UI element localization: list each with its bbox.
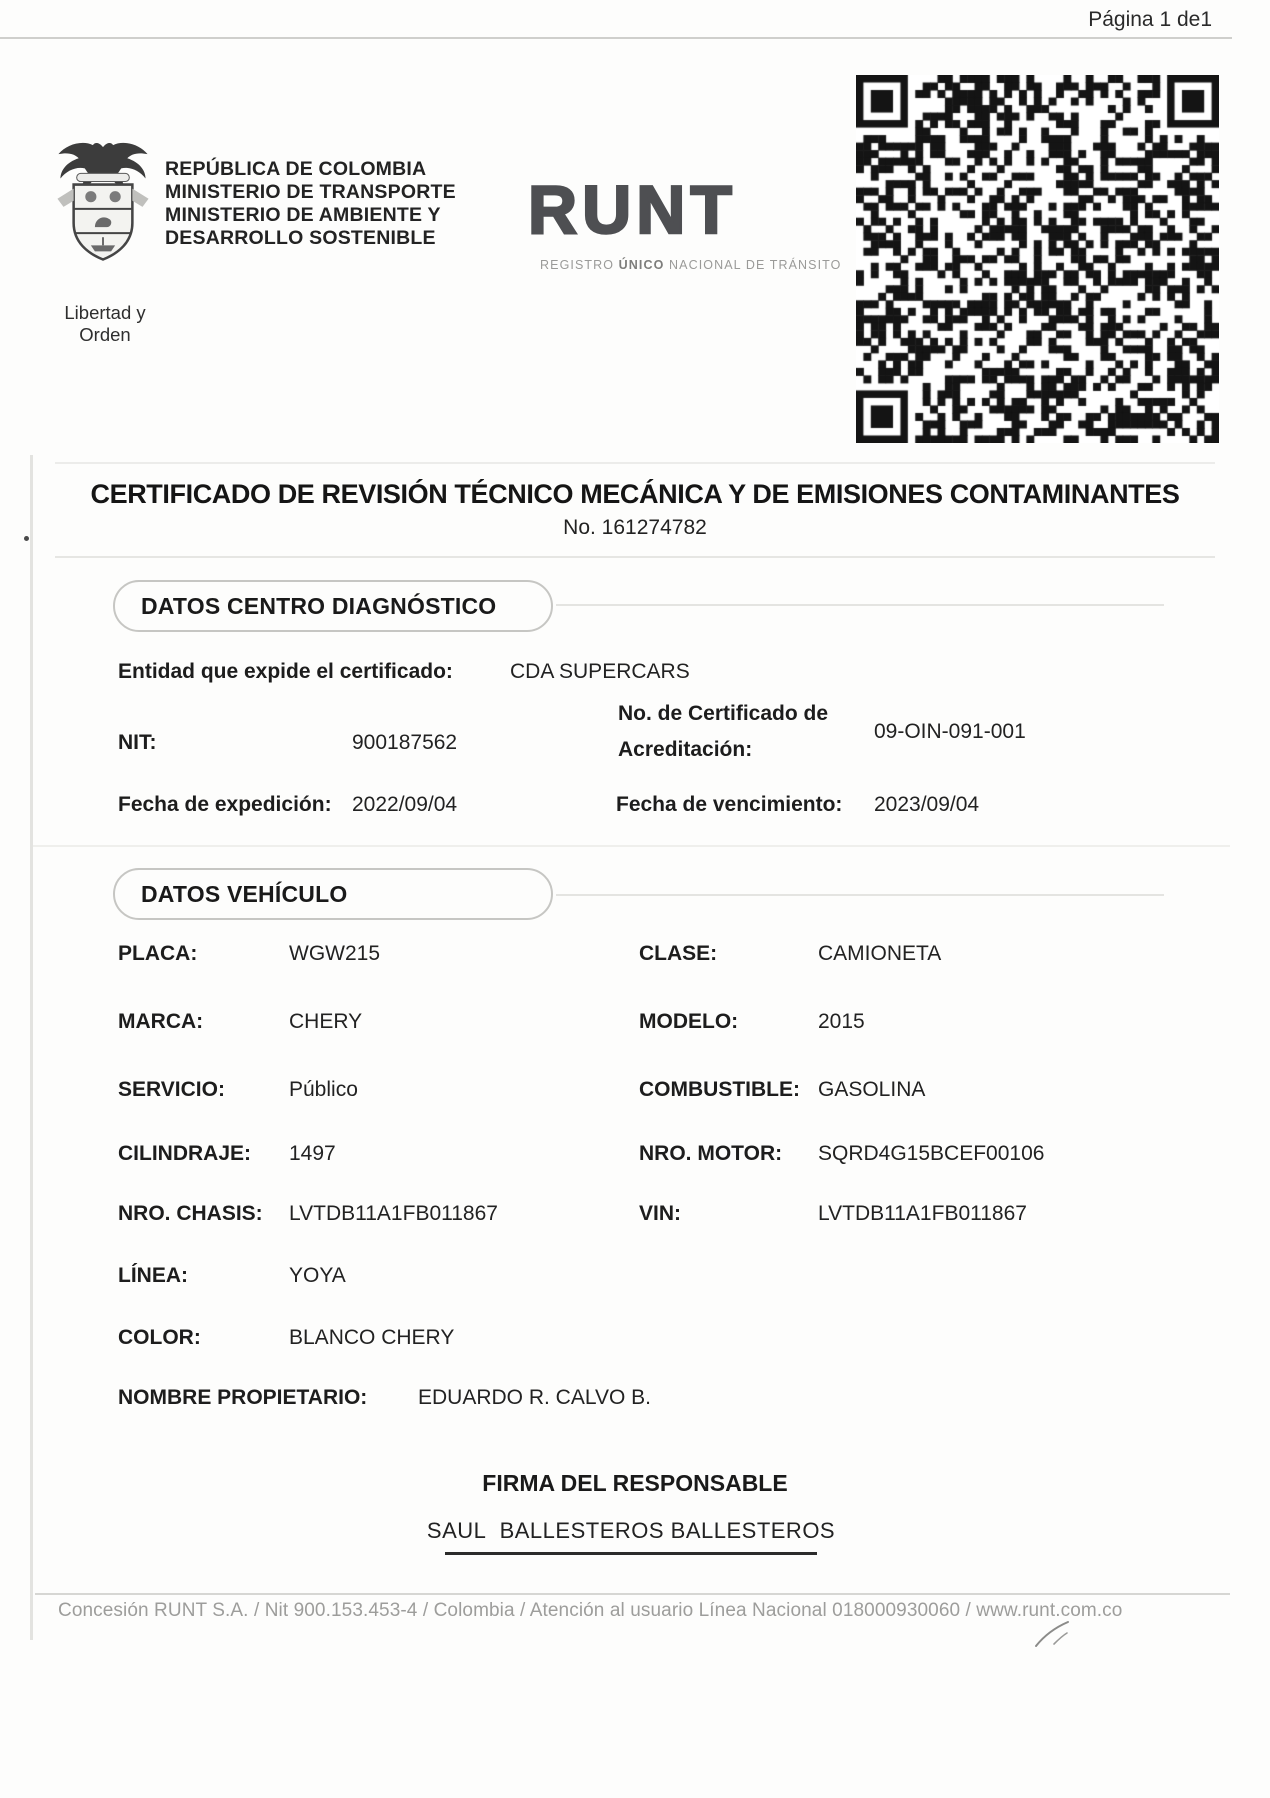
cilindraje-value: 1497: [289, 1142, 336, 1165]
signature-underline: [445, 1552, 817, 1555]
section-center-heading: [113, 580, 553, 632]
accreditation-label: Acreditación:: [618, 738, 753, 761]
placa-label: PLACA:: [118, 942, 198, 965]
nit-value: 900187562: [352, 731, 458, 754]
page-number: Página 1 de1: [1088, 8, 1212, 31]
footer-text: Concesión RUNT S.A. / Nit 900.153.453-4 / Colombia / Atención al usuario Línea Nacional 018000930060 / www.runt.com.co: [58, 1600, 1123, 1621]
runt-logo: RUNT: [528, 172, 737, 248]
ministry-line: MINISTERIO DE AMBIENTE Y: [165, 204, 441, 226]
divider-line: [55, 556, 1215, 558]
combustible-label: COMBUSTIBLE:: [639, 1078, 800, 1101]
certificate-title: CERTIFICADO DE REVISIÓN TÉCNICO MECÁNICA Y DE EMISIONES CONTAMINANTES: [90, 479, 1180, 509]
motor-label: NRO. MOTOR:: [639, 1142, 783, 1165]
motor-value: SQRD4G15BCEF00106: [818, 1142, 1045, 1165]
section-vehicle-heading: [113, 868, 553, 920]
vin-value: LVTDB11A1FB011867: [818, 1202, 1027, 1225]
runt-tagline-text: NACIONAL DE TRÁNSITO: [664, 258, 842, 272]
combustible-value: GASOLINA: [818, 1078, 926, 1101]
nit-label: NIT:: [118, 731, 157, 754]
accreditation-label: No. de Certificado de: [618, 702, 829, 725]
scan-dot: [24, 536, 29, 541]
entity-value: CDA SUPERCARS: [510, 660, 690, 683]
clase-label: CLASE:: [639, 942, 718, 965]
scan-edge-line: [30, 455, 33, 1640]
servicio-value: Público: [289, 1078, 358, 1101]
owner-label: NOMBRE PROPIETARIO:: [118, 1386, 368, 1409]
pen-mark: [1030, 1616, 1074, 1655]
modelo-value: 2015: [818, 1010, 865, 1033]
emblem-caption: Libertad y Orden: [64, 302, 146, 345]
ministry-title: [165, 158, 456, 250]
cilindraje-label: CILINDRAJE:: [118, 1142, 252, 1165]
runt-tagline-text: REGISTRO: [540, 258, 619, 272]
expiry-date-value: 2023/09/04: [874, 793, 980, 816]
top-divider: [0, 37, 1232, 39]
footer-divider: [35, 1593, 1230, 1595]
chasis-label: NRO. CHASIS:: [118, 1202, 263, 1225]
ministry-line: MINISTERIO DE TRANSPORTE: [165, 181, 456, 203]
ministry-line: REPÚBLICA DE COLOMBIA: [165, 158, 427, 180]
divider-line: [30, 845, 1230, 847]
runt-tagline-text-bold: ÚNICO: [618, 258, 665, 272]
issue-date-value: 2022/09/04: [352, 793, 458, 816]
certificate-number: No. 161274782: [563, 516, 707, 539]
clase-value: CAMIONETA: [818, 942, 942, 965]
vin-label: VIN:: [639, 1202, 681, 1225]
section-vehicle-heading-label: DATOS VEHÍCULO: [141, 880, 348, 907]
modelo-label: MODELO:: [639, 1010, 739, 1033]
issue-date-label: Fecha de expedición:: [118, 793, 332, 816]
placa-value: WGW215: [289, 942, 381, 965]
divider-line: [556, 604, 1164, 606]
runt-tagline: [540, 258, 842, 272]
signature-heading: FIRMA DEL RESPONSABLE: [482, 1470, 788, 1496]
chasis-value: LVTDB11A1FB011867: [289, 1202, 498, 1225]
coat-of-arms-icon: [52, 140, 154, 305]
linea-value: YOYA: [289, 1264, 346, 1287]
entity-label: Entidad que expide el certificado:: [118, 660, 453, 683]
owner-value: EDUARDO R. CALVO B.: [418, 1386, 651, 1409]
expiry-date-label: Fecha de vencimiento:: [616, 793, 843, 816]
divider-line: [556, 894, 1164, 896]
signature-name: SAUL BALLESTEROS BALLESTEROS: [426, 1518, 836, 1543]
color-value: BLANCO CHERY: [289, 1326, 455, 1349]
marca-label: MARCA:: [118, 1010, 204, 1033]
section-center-heading-label: DATOS CENTRO DIAGNÓSTICO: [141, 592, 497, 619]
color-label: COLOR:: [118, 1326, 201, 1349]
qr-code: [856, 75, 1219, 443]
ministry-line: DESARROLLO SOSTENIBLE: [165, 227, 436, 249]
linea-label: LÍNEA:: [118, 1264, 188, 1287]
marca-value: CHERY: [289, 1010, 363, 1033]
divider-line: [55, 462, 1215, 464]
servicio-label: SERVICIO:: [118, 1078, 225, 1101]
accreditation-value: 09-OIN-091-001: [874, 720, 1026, 743]
